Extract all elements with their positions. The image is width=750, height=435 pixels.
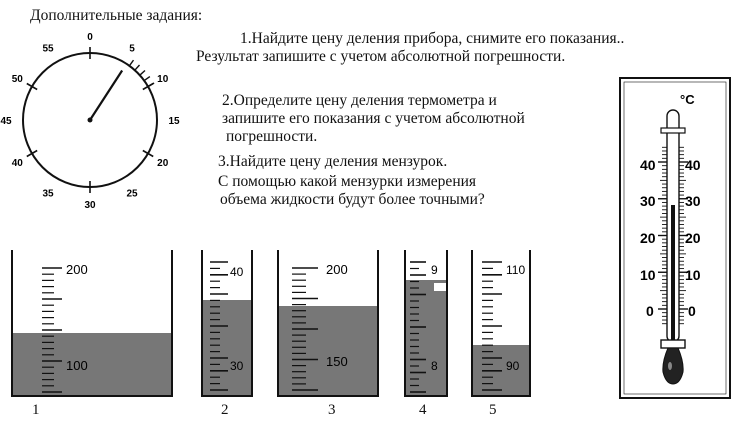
dial-label: 40 — [11, 158, 23, 169]
dial-label: 30 — [84, 200, 96, 211]
task3-line1: 3.Найдите цену деления мензурок. — [218, 153, 448, 170]
cylinder-2 — [202, 250, 252, 396]
dial-label: 25 — [126, 188, 138, 200]
cylinder-2-number: 2 — [221, 402, 229, 418]
dial-label: 50 — [11, 74, 23, 85]
cylinder-3 — [278, 250, 378, 396]
thermo-left-30: 30 — [640, 193, 656, 209]
task2-line2: запишите его показания с учетом абсолютной — [222, 110, 525, 127]
cylinder-3-label-top: 200 — [326, 262, 348, 277]
thermometer-unit: °C — [680, 92, 695, 107]
thermo-right-0: 0 — [688, 303, 696, 319]
cylinder-4-label-bottom: 8 — [431, 359, 438, 373]
task3-line2: С помощью какой мензурки измерения — [218, 173, 477, 190]
cylinder-2-label-top: 40 — [230, 265, 244, 279]
thermo-left-20: 20 — [640, 230, 656, 246]
task3-line3: объема жидкости будут более точными? — [220, 191, 485, 208]
dial-label: 45 — [0, 116, 12, 127]
thermo-left-0: 0 — [646, 303, 654, 319]
thermo-right-20: 20 — [685, 230, 701, 246]
heading: Дополнительные задания: — [30, 7, 203, 24]
cylinder-2-label-bottom: 30 — [230, 359, 244, 373]
task2-line1: 2.Определите цену деления термометра и — [222, 92, 497, 109]
thermo-right-30: 30 — [685, 193, 701, 209]
cylinder-1-label-bottom: 100 — [66, 358, 88, 373]
thermo-left-10: 10 — [640, 267, 656, 283]
cylinder-5-label-top: 110 — [506, 263, 526, 277]
cylinder-4 — [405, 250, 447, 396]
thermo-right-10: 10 — [685, 267, 701, 283]
cylinder-5 — [472, 250, 530, 396]
task1-line2: Результат запишите с учетом абсолютной погрешности. — [196, 48, 566, 65]
cylinder-5-label-bottom: 90 — [506, 359, 520, 373]
dial-label: 0 — [87, 32, 93, 43]
dial-label: 15 — [168, 116, 180, 127]
thermo-left-40: 40 — [640, 157, 656, 173]
dial-label: 55 — [42, 43, 54, 55]
thermo-right-40: 40 — [685, 157, 701, 173]
dial-label: 35 — [42, 188, 54, 200]
task2-line3: погрешности. — [226, 128, 318, 145]
cylinder-1-label-top: 200 — [66, 262, 88, 277]
task1-line1: 1.Найдите цену деления прибора, снимите его показания.. — [240, 30, 625, 47]
cylinder-1-number: 1 — [32, 402, 40, 418]
cylinder-3-number: 3 — [328, 402, 336, 418]
cylinder-1 — [12, 250, 172, 396]
cylinder-4-number: 4 — [419, 402, 427, 418]
dial-label: 5 — [129, 43, 135, 55]
cylinder-4-label-top: 9 — [431, 263, 438, 277]
dial-label: 10 — [157, 74, 169, 85]
dial-label: 20 — [157, 158, 169, 169]
cylinder-5-number: 5 — [489, 402, 497, 418]
cylinder-3-label-bottom: 150 — [326, 354, 348, 369]
